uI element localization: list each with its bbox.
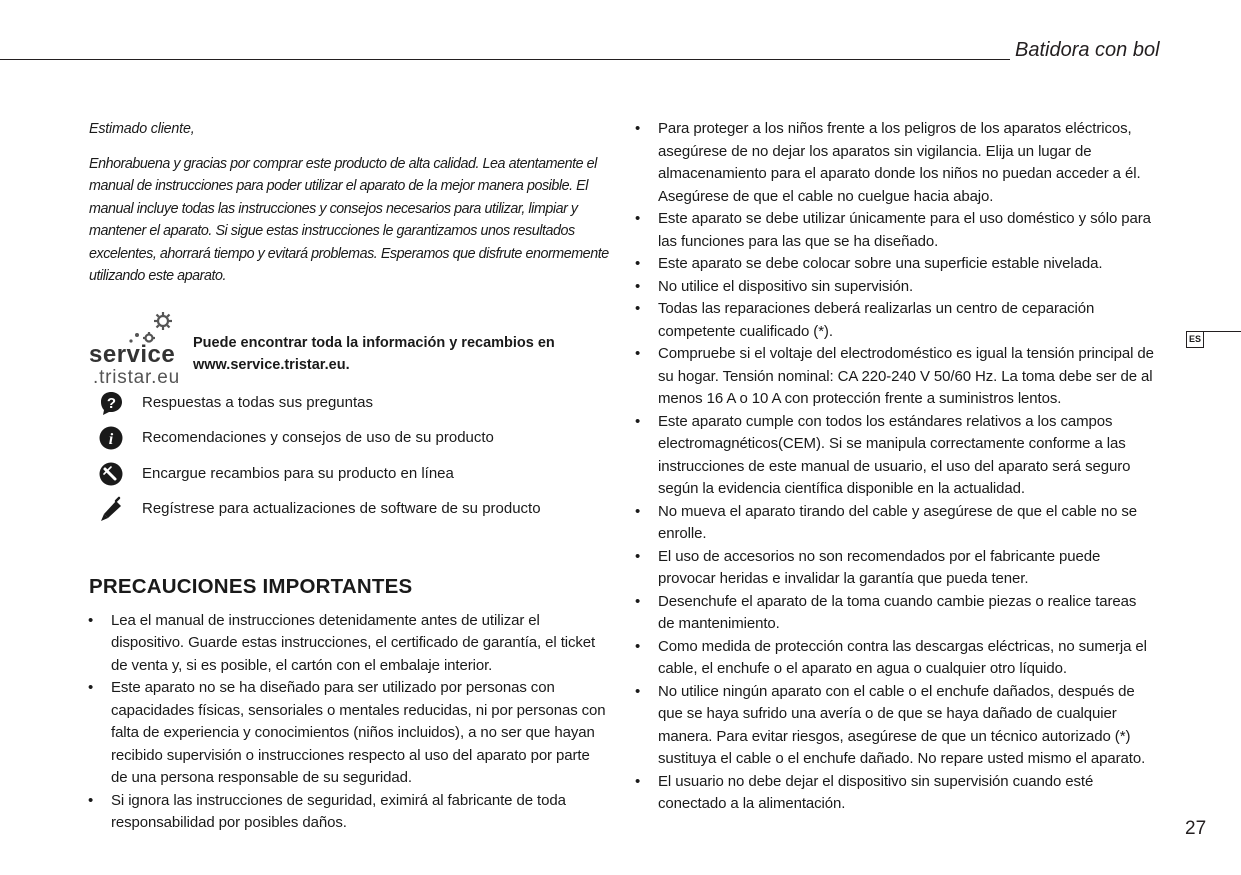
precaution-item: • No mueva el aparato tirando del cable y asegúrese de que el cable no se enrolle. [636, 501, 1156, 546]
page-header-title: Batidora con bol [1015, 39, 1160, 61]
service-info [193, 332, 555, 377]
precautions-list-right [636, 118, 1156, 816]
precaution-item: • No utilice el dispositivo sin supervisión. [636, 276, 1156, 299]
left-column [89, 118, 609, 835]
feature-list [89, 390, 609, 532]
feature-text: Respuestas a todas sus preguntas [142, 393, 373, 411]
info-icon [98, 425, 124, 451]
feature-item [89, 496, 609, 532]
precaution-item: • Todas las reparaciones deberá realizarlas un centro de ceparación competente cualificado (*). [636, 298, 1156, 343]
question-icon [98, 390, 124, 416]
feature-item [89, 425, 609, 461]
precaution-item: • Compruebe si el voltaje del electrodoméstico es igual la tensión principal de su hogar. Tensión nominal: CA 220-240 V 50/60 Hz. La toma debe ser de al menos 16 A o 10 A con protección frente a suministros lentos. [636, 343, 1156, 411]
service-info-line: Puede encontrar toda la información y recambios en [193, 334, 555, 351]
intro-paragraph: Enhorabuena y gracias por comprar este producto de alta calidad. Lea atentamente el manual de instrucciones para poder utilizar el aparato de la mejor manera posible. El manual incluye todas las instrucciones y consejos necesarios para utilizar, limpiar y mantener el aparato. Si sigue estas instrucciones le garantizamos unos resultados excelentes, ahorrará tiempo y evitará problemas. Esperamos que disfrute enormemente utilizando este aparato. [89, 155, 609, 284]
pen-icon [98, 496, 124, 522]
language-tab: ES [1186, 331, 1204, 348]
svg-text:?: ? [106, 394, 117, 412]
precaution-item: • El uso de accesorios no son recomendados por el fabricante puede provocar heridas e invalidar la garantía que pueda tener. [636, 546, 1156, 591]
logo-word: service [89, 340, 176, 368]
feature-text: Regístrese para actualizaciones de software de su producto [142, 500, 541, 517]
precaution-item: • Para proteger a los niños frente a los peligros de los aparatos eléctricos, asegúrese de no dejar los aparatos sin vigilancia. Elija un lugar de almacenamiento para el aparato donde los niños no puedan acceder a él. Asegúrese de que el cable no cuelgue hacia abajo. [636, 118, 1156, 208]
precaution-item: • El usuario no debe dejar el dispositivo sin supervisión cuando esté conectado a la alimentación. [636, 771, 1156, 816]
wrench-icon [98, 461, 124, 487]
header-rule [0, 59, 1010, 60]
precaution-item: • Este aparato se debe utilizar únicamente para el uso doméstico y sólo para las funciones para las que se ha diseñado. [636, 208, 1156, 253]
precaution-item: • Este aparato cumple con todos los estándares relativos a los campos electromagnéticos(CEM). Si se manipula correctamente conforme a las instrucciones de este manual de usuario, el uso del aparato será seguro según la evidencia científica disponible en la actualidad. [636, 411, 1156, 501]
precaution-item: • Este aparato se debe colocar sobre una superficie estable nivelada. [636, 253, 1156, 276]
page-number: 27 [1185, 818, 1207, 839]
precaution-item: • Si ignora las instrucciones de seguridad, eximirá al fabricante de toda responsabilidad por posibles daños. [89, 790, 609, 835]
right-column [636, 118, 1156, 816]
feature-item [89, 461, 609, 497]
service-url[interactable]: www.service.tristar.eu. [193, 357, 350, 373]
service-logo [89, 311, 189, 388]
logo-subtext: .tristar.eu [93, 366, 180, 388]
precaution-item: • Lea el manual de instrucciones detenidamente antes de utilizar el dispositivo. Guarde estas instrucciones, el certificado de garantía, el ticket de venta y, si es posible, el cartón con el embalaje interior. [89, 610, 609, 678]
feature-item [89, 390, 609, 426]
precaution-item: • Desenchufe el aparato de la toma cuando cambie piezas o realice tareas de mantenimiento. [636, 591, 1156, 636]
feature-text: Recomendaciones y consejos de uso de su producto [142, 429, 494, 446]
svg-text:i: i [108, 431, 114, 448]
precaution-item: • Como medida de protección contra las descargas eléctricas, no sumerja el cable, el enchufe o el aparato en agua o cualquier otro líquido. [636, 636, 1156, 681]
precautions-list-left [89, 610, 609, 835]
feature-text: Encargue recambios para su producto en línea [142, 464, 454, 482]
precaution-item: • No utilice ningún aparato con el cable o el enchufe dañados, después de que se haya sufrido una avería o de que se haya dañado de cualquier manera. Para evitar riesgos, asegúrese de que un técnico autorizado (*) sustituya el cable o el enchufe dañado. No repare usted mismo el aparato. [636, 681, 1156, 771]
section-title: PRECAUCIONES IMPORTANTES [89, 574, 413, 598]
service-block [89, 298, 609, 390]
precaution-item: • Este aparato no se ha diseñado para ser utilizado por personas con capacidades físicas, sensoriales o mentales reducidas, ni por personas con falta de experiencia y conocimientos (niños incluidos), a no ser que hayan recibido supervisión o instrucciones respecto al uso del aparato por parte de una persona responsable de su seguridad. [89, 677, 609, 790]
greeting: Estimado cliente, [89, 121, 195, 137]
language-tab-rule [1204, 331, 1241, 332]
